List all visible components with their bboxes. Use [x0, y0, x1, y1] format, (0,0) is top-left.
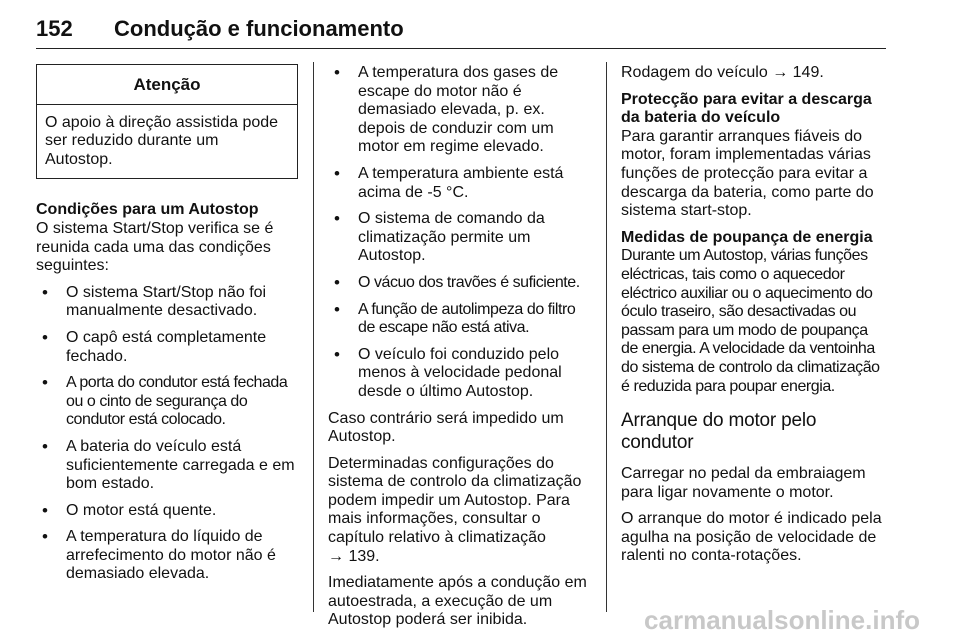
list-item: • A bateria do veículo está suficientemente carregada e em bom estado. — [36, 438, 298, 494]
list-item: • O veículo foi conduzido pelo menos à velocidade pedonal desde o último Autostop. — [328, 346, 590, 402]
conditions-list — [36, 284, 298, 584]
list-item: • O motor está quente. — [36, 502, 298, 521]
section-heading: Protecção para evitar a descarga da bateria do veículo — [621, 90, 872, 127]
watermark: carmanualsonline.info — [644, 605, 920, 635]
paragraph: Carregar no pedal da embraiagem para ligar novamente o motor. — [621, 465, 866, 501]
section-heading: Medidas de poupança de energia — [621, 228, 873, 246]
conditions-list-continued — [328, 64, 590, 402]
paragraph: Durante um Autostop, várias funções eléctricas, tais como o aquecedor eléctrico auxiliar ou o aquecimento do óculo traseiro, são desactivadas ou passam para um modo de poupança de energia. A velocidade da ventoinha do sistema de controlo da climatização é reduzida para poupar energia. — [621, 247, 880, 395]
column-divider — [313, 62, 314, 612]
paragraph — [328, 455, 590, 567]
list-item: • O sistema Start/Stop não foi manualmente desactivado. — [36, 284, 298, 321]
paragraph-text: Determinadas configurações do sistema de controlo da climatização podem impedir um Autostop. Para mais informações, consultar o capítulo relativo à climatização — [328, 454, 582, 547]
paragraph: Imediatamente após a condução em autoestrada, a execução de um Autostop poderá ser inibida. — [328, 574, 587, 629]
list-item: • O sistema de comando da climatização permite um Autostop. — [328, 210, 590, 266]
attention-title: Atenção — [37, 65, 297, 105]
paragraph: Para garantir arranques fiáveis do motor, foram implementadas várias funções de protecção para evitar a descarga da bateria, como parte do sistema start-stop. — [621, 127, 874, 220]
list-item: • O capô está completamente fechado. — [36, 329, 298, 366]
column-3 — [621, 64, 887, 574]
section-heading-large: Arranque do motor pelo condutor — [621, 410, 817, 454]
list-item: • A função de autolimpeza do filtro de escape não está ativa. — [328, 301, 590, 338]
column-1 — [36, 64, 298, 592]
paragraph: O sistema Start/Stop verifica se é reunida cada uma das condições seguintes: — [36, 219, 274, 275]
list-item: • A temperatura dos gases de escape do motor não é demasiado elevada, p. ex. depois de conduzir com um motor em regime elevado. — [328, 64, 590, 157]
list-item: • O vácuo dos travões é suficiente. — [328, 274, 590, 293]
page-header — [36, 14, 886, 49]
list-item: • A temperatura do líquido de arrefecimento do motor não é demasiado elevada. — [36, 528, 298, 584]
list-item: • A temperatura ambiente está acima de -5 °C. — [328, 165, 590, 202]
column-2 — [328, 64, 590, 638]
paragraph: Rodagem do veículo → 149. — [621, 64, 824, 81]
page-reference: → 139. — [328, 547, 380, 565]
list-item: • A porta do condutor está fechada ou o cinto de segurança do condutor está colocado. — [36, 374, 298, 430]
attention-text: O apoio à direção assistida pode ser reduzido durante um Autostop. — [45, 113, 279, 168]
paragraph: O arranque do motor é indicado pela agulha na posição de velocidade de ralenti no conta-rotações. — [621, 510, 882, 565]
section-heading: Condições para um Autostop — [36, 201, 259, 219]
column-divider — [606, 62, 607, 612]
page-number: 152 — [36, 16, 73, 41]
attention-box — [36, 64, 298, 179]
chapter-title: Condução e funcionamento — [114, 16, 404, 41]
paragraph: Caso contrário será impedido um Autostop. — [328, 409, 564, 446]
